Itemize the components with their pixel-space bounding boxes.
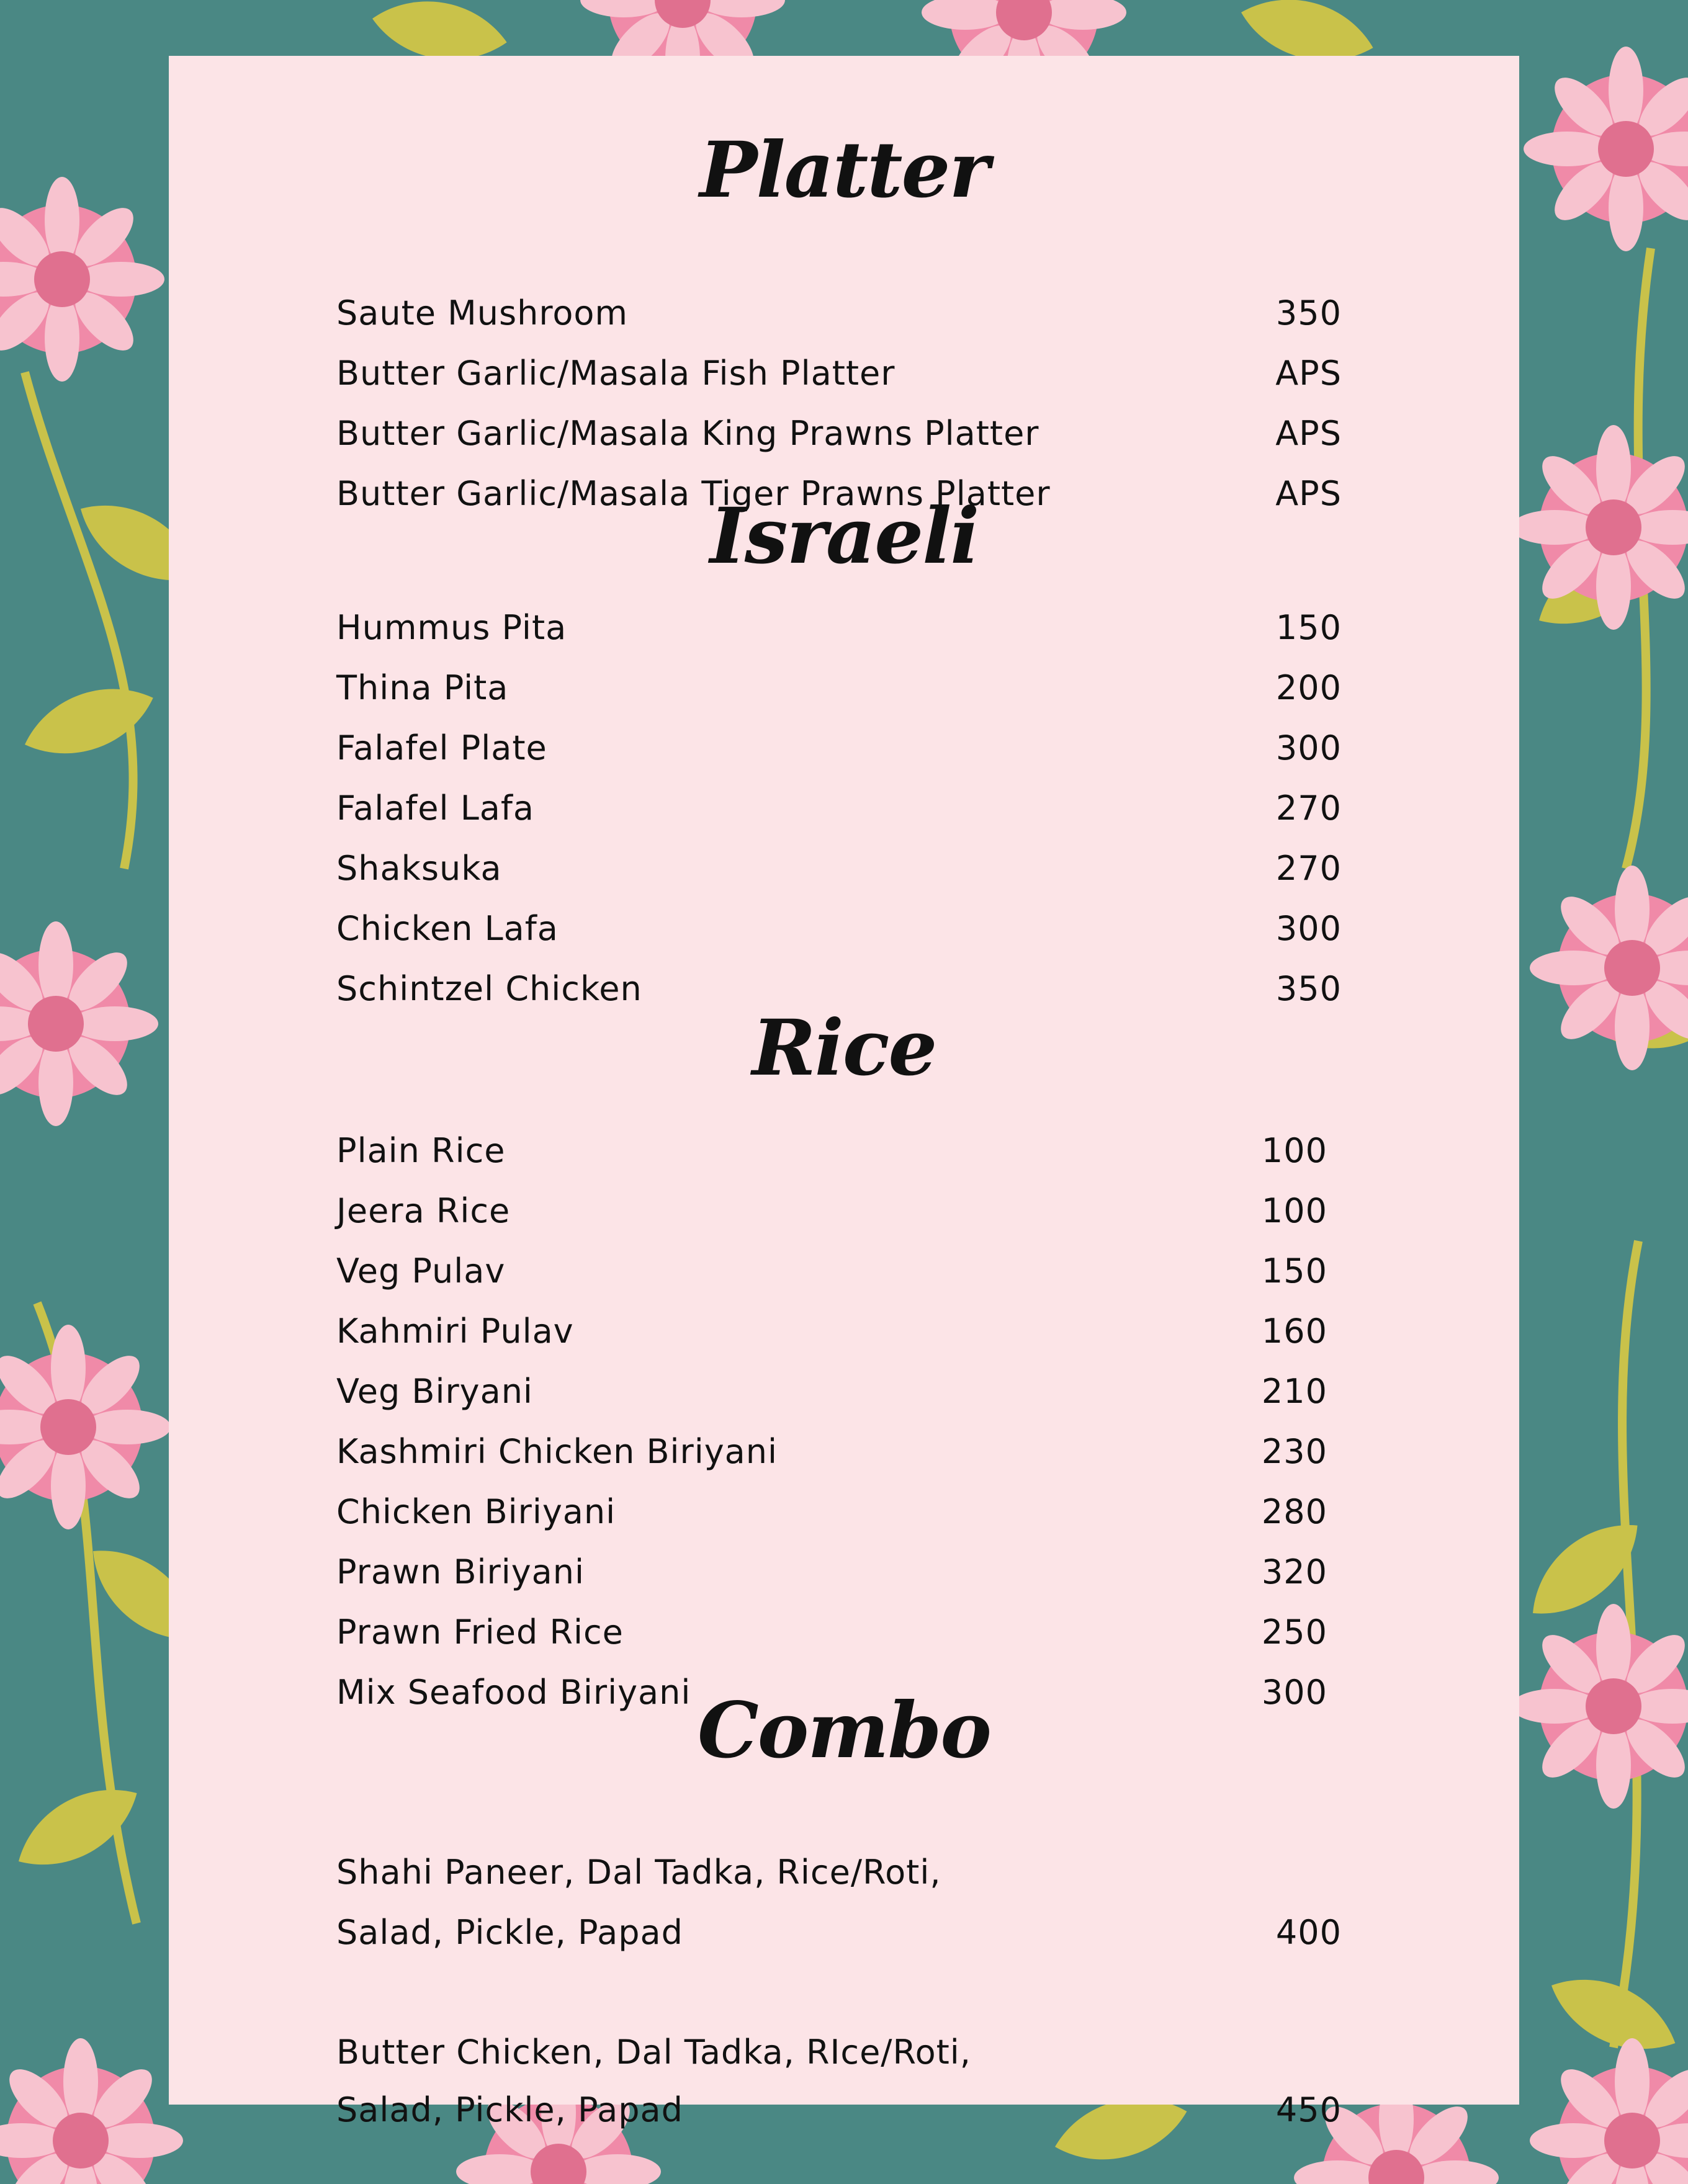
menu-item-price: 200 — [1275, 668, 1342, 707]
menu-item — [336, 1430, 1327, 1474]
menu-item-price: 300 — [1275, 909, 1342, 948]
menu-item-name: Veg Pulav — [336, 1251, 506, 1291]
menu-item-price: APS — [1275, 414, 1342, 453]
menu-item-name: Saute Mushroom — [336, 293, 629, 333]
menu-item — [336, 1250, 1327, 1293]
menu-item — [336, 1310, 1327, 1353]
combo-item-line — [336, 1911, 1342, 1954]
menu-item-name: Schintzel Chicken — [336, 969, 642, 1008]
menu-card — [169, 56, 1519, 2129]
menu-item — [336, 1370, 1327, 1413]
menu-item-name: Chicken Lafa — [336, 909, 559, 948]
menu-item — [336, 1551, 1327, 1594]
menu-item-price: 280 — [1261, 1492, 1327, 1531]
menu-item — [336, 1611, 1327, 1654]
menu-item — [336, 352, 1342, 395]
menu-item-name: Prawn Biriyani — [336, 1552, 585, 1591]
section-title-platter: Platter — [699, 125, 989, 215]
menu-item — [336, 1490, 1327, 1534]
menu-item — [336, 907, 1342, 951]
menu-item — [336, 606, 1342, 650]
menu-item-name: Plain Rice — [336, 1131, 506, 1170]
menu-item-price: 300 — [1275, 728, 1342, 768]
combo-item-description: Salad, Pickle, Papad — [336, 2090, 683, 2129]
menu-item-price: 150 — [1275, 608, 1342, 647]
menu-item — [336, 847, 1342, 890]
menu-item-price: APS — [1275, 474, 1342, 513]
menu-item-name: Prawn Fried Rice — [336, 1613, 624, 1652]
menu-item-price: APS — [1275, 354, 1342, 393]
menu-item — [336, 412, 1342, 455]
menu-item — [336, 727, 1342, 770]
menu-item-price: 350 — [1275, 293, 1342, 333]
menu-item-price: 100 — [1261, 1131, 1327, 1170]
menu-item-price: 270 — [1275, 849, 1342, 888]
combo-item-line — [336, 2088, 1342, 2132]
menu-item-name: Kashmiri Chicken Biriyani — [336, 1432, 778, 1471]
menu-item — [336, 292, 1342, 335]
section-title-israeli: Israeli — [709, 491, 979, 581]
menu-item-name: Falafel Plate — [336, 728, 547, 768]
menu-item — [336, 666, 1342, 710]
combo-item-description: Salad, Pickle, Papad — [336, 1913, 683, 1952]
menu-item-price: 230 — [1261, 1432, 1327, 1471]
menu-item-price: 300 — [1261, 1673, 1327, 1712]
section-title-rice: Rice — [752, 1003, 936, 1093]
menu-item-name: Shaksuka — [336, 849, 502, 888]
menu-item-name: Veg Biryani — [336, 1372, 533, 1411]
menu-item-price: 400 — [1275, 1913, 1342, 1952]
menu-item-price: 150 — [1261, 1251, 1327, 1291]
menu-item-price: 210 — [1261, 1372, 1327, 1411]
menu-item-price: 350 — [1275, 969, 1342, 1008]
menu-item-price: 320 — [1261, 1552, 1327, 1591]
combo-item-description: Shahi Paneer, Dal Tadka, Rice/Roti, — [336, 1853, 941, 1892]
menu-item — [336, 1129, 1327, 1173]
menu-item-price: 250 — [1261, 1613, 1327, 1652]
menu-item — [336, 1189, 1327, 1233]
combo-item-line — [336, 1851, 1342, 1894]
menu-item-name: Mix Seafood Biriyani — [336, 1673, 691, 1712]
menu-item — [336, 787, 1342, 830]
section-title-combo: Combo — [697, 1686, 990, 1776]
menu-item-name: Chicken Biriyani — [336, 1492, 616, 1531]
menu-item-name: Jeera Rice — [336, 1191, 511, 1230]
menu-item-name: Falafel Lafa — [336, 789, 534, 828]
menu-item-price: 160 — [1261, 1312, 1327, 1351]
menu-item-name: Thina Pita — [336, 668, 509, 707]
menu-item-name: Butter Garlic/Masala Tiger Prawns Platter — [336, 474, 1051, 513]
combo-item-line — [336, 2031, 1342, 2074]
menu-item-name: Hummus Pita — [336, 608, 567, 647]
menu-item-price: 100 — [1261, 1191, 1327, 1230]
menu-item-price: 270 — [1275, 789, 1342, 828]
menu-item-name: Kahmiri Pulav — [336, 1312, 574, 1351]
menu-item-name: Butter Garlic/Masala King Prawns Platter — [336, 414, 1039, 453]
menu-item-price: 450 — [1275, 2090, 1342, 2129]
combo-item-description: Butter Chicken, Dal Tadka, RIce/Roti, — [336, 2033, 971, 2072]
menu-item-name: Butter Garlic/Masala Fish Platter — [336, 354, 896, 393]
